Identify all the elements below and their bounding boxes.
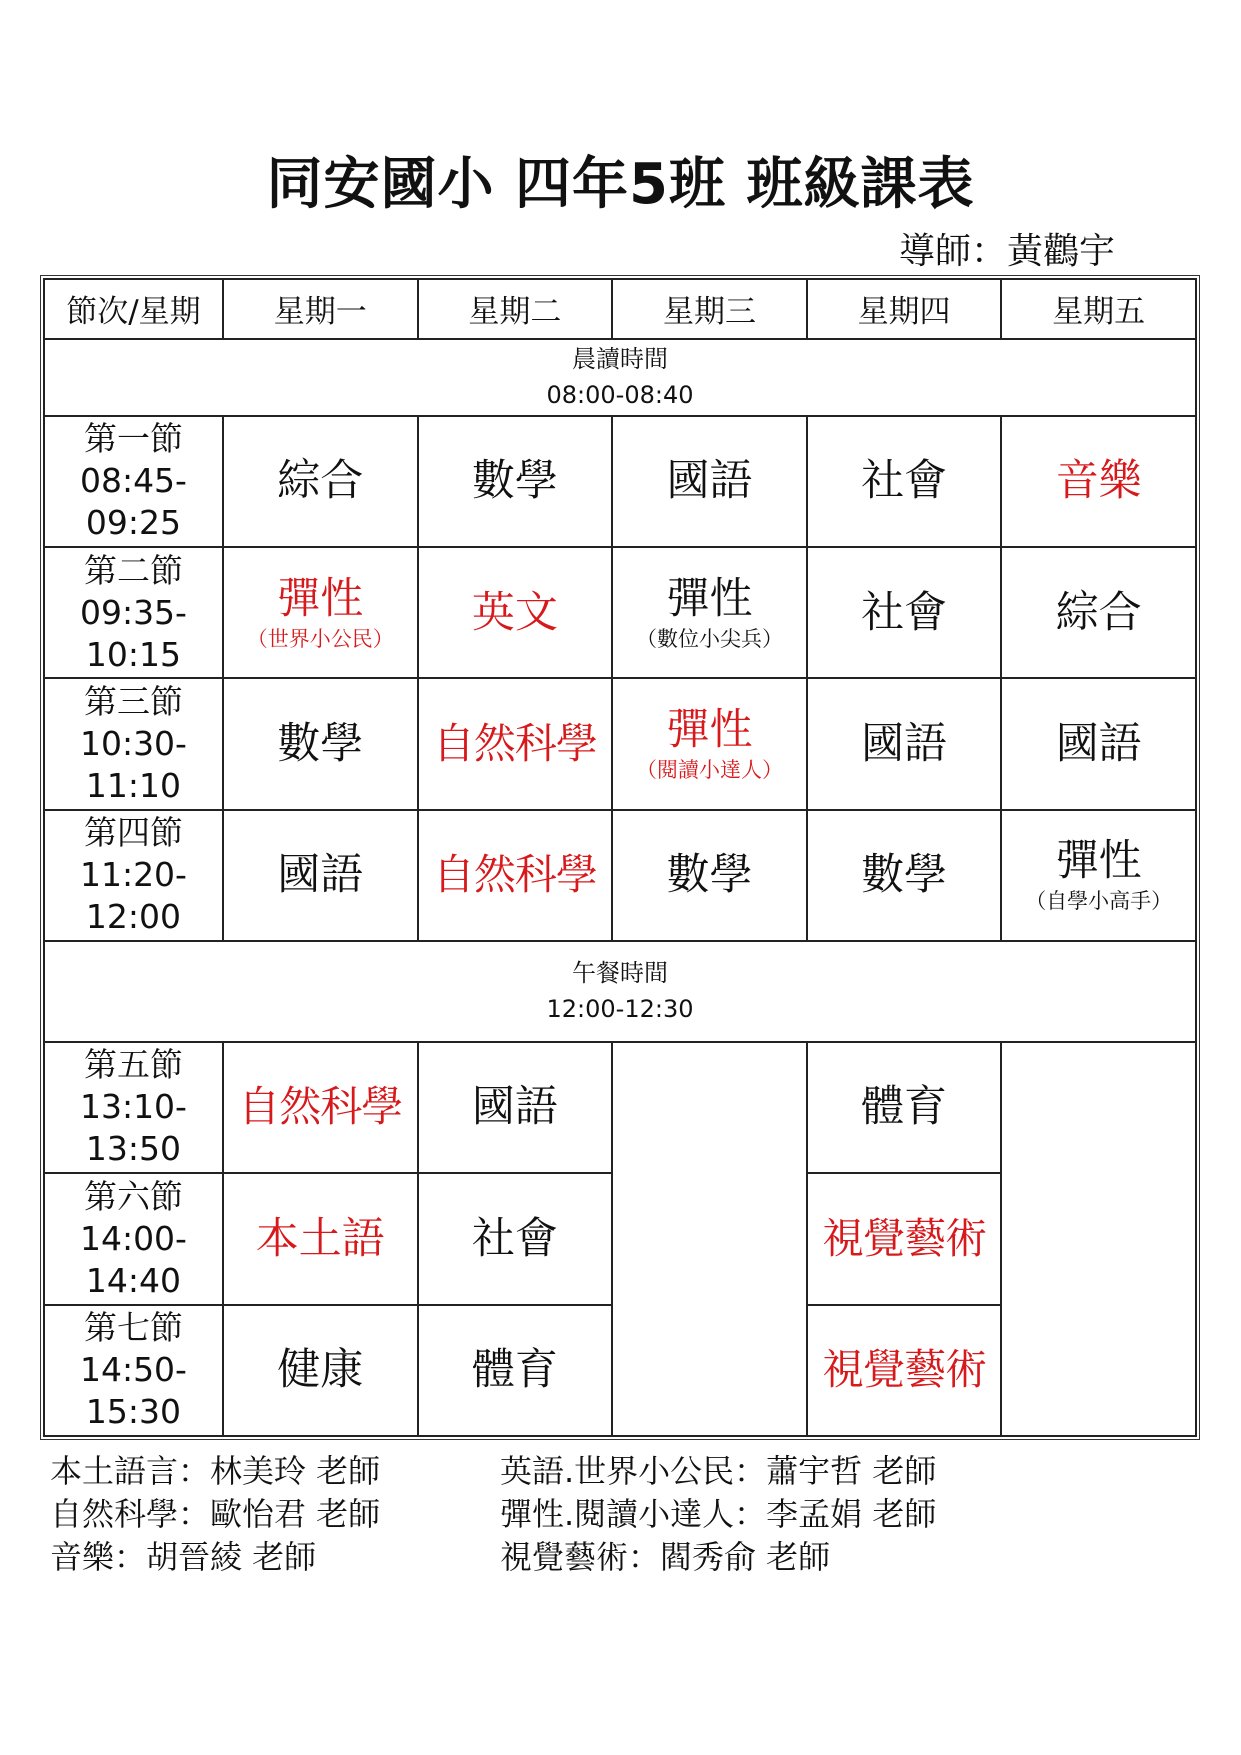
header-row	[44, 279, 1196, 339]
lunch-time: 12:00-12:30	[546, 995, 694, 1024]
subject-cell: 國語	[807, 678, 1002, 809]
empty-cell-friday-afternoon	[1001, 1042, 1196, 1436]
subject-cell: 數學	[612, 810, 807, 941]
subject-cell: 數學	[807, 810, 1002, 941]
period-end: 12:00	[85, 897, 182, 937]
period-start: 13:10-	[79, 1087, 187, 1127]
subject-cell: 本土語	[223, 1173, 418, 1304]
footer-line: 彈性.閱讀小達人：李孟娟 老師	[500, 1495, 937, 1533]
subject-name: 彈性	[666, 573, 753, 624]
subject-cell: 社會	[807, 547, 1002, 678]
subject-cell: 英文	[418, 547, 613, 678]
period-name: 第三節	[83, 682, 183, 722]
subject-cell	[223, 547, 418, 678]
period-cell	[44, 678, 223, 809]
table-row	[44, 678, 1196, 809]
subject-cell: 綜合	[1001, 547, 1196, 678]
subject-cell: 國語	[612, 416, 807, 547]
subject-note: （閱讀小達人）	[635, 758, 783, 783]
header-period: 節次/星期	[44, 279, 223, 339]
subject-cell: 國語	[223, 810, 418, 941]
period-start: 14:50-	[79, 1350, 187, 1390]
table-row	[44, 416, 1196, 547]
period-name: 第二節	[83, 550, 183, 590]
period-name: 第七節	[83, 1308, 183, 1348]
header-wednesday: 星期三	[612, 279, 807, 339]
morning-reading-row	[44, 339, 1196, 416]
header-monday: 星期一	[223, 279, 418, 339]
subject-cell: 自然科學	[418, 678, 613, 809]
header-tuesday: 星期二	[418, 279, 613, 339]
period-name: 第六節	[83, 1176, 183, 1216]
subject-name: 彈性	[1055, 836, 1142, 887]
morning-reading-time: 08:00-08:40	[546, 381, 694, 410]
subject-cell: 數學	[418, 416, 613, 547]
subject-cell: 視覺藝術	[807, 1173, 1002, 1304]
empty-cell-wednesday-afternoon	[612, 1042, 807, 1436]
lunch-row	[44, 941, 1196, 1042]
subject-cell: 自然科學	[223, 1042, 418, 1173]
subject-cell: 體育	[807, 1042, 1002, 1173]
footer-line: 自然科學：歐怡君 老師	[50, 1495, 381, 1533]
period-start: 08:45-	[79, 461, 187, 501]
subject-cell: 國語	[1001, 678, 1196, 809]
period-end: 14:40	[85, 1260, 182, 1300]
subject-cell: 健康	[223, 1305, 418, 1436]
period-cell	[44, 1042, 223, 1173]
period-end: 09:25	[85, 503, 182, 543]
footer-line: 視覺藝術：閻秀俞 老師	[500, 1538, 831, 1576]
footer-line: 本土語言：林美玲 老師	[50, 1452, 381, 1490]
class-schedule-table	[43, 278, 1197, 1437]
header-thursday: 星期四	[807, 279, 1002, 339]
subject-cell: 國語	[418, 1042, 613, 1173]
period-name: 第五節	[83, 1045, 183, 1085]
subject-cell: 社會	[807, 416, 1002, 547]
page-title: 同安國小 四年5班 班級課表	[266, 152, 975, 217]
subject-cell	[612, 547, 807, 678]
period-name: 第一節	[83, 419, 183, 459]
period-cell	[44, 547, 223, 678]
footer-line: 英語.世界小公民：蕭宇哲 老師	[500, 1452, 937, 1490]
subject-cell: 綜合	[223, 416, 418, 547]
subject-name: 彈性	[666, 705, 753, 756]
period-cell	[44, 810, 223, 941]
table-row	[44, 547, 1196, 678]
subject-note: （數位小尖兵）	[635, 626, 783, 651]
subject-cell	[612, 678, 807, 809]
subject-cell	[1001, 810, 1196, 941]
header-friday: 星期五	[1001, 279, 1196, 339]
period-start: 09:35-	[79, 592, 187, 632]
subject-cell: 社會	[418, 1173, 613, 1304]
footer-line: 音樂：胡晉綾 老師	[50, 1538, 317, 1576]
period-start: 14:00-	[79, 1218, 187, 1258]
period-end: 11:10	[85, 766, 182, 806]
footer-teachers-right	[500, 1450, 936, 1579]
period-start: 10:30-	[79, 724, 187, 764]
morning-reading-label: 晨讀時間	[572, 345, 668, 374]
period-cell	[44, 1173, 223, 1304]
period-end: 10:15	[85, 634, 182, 674]
period-end: 13:50	[85, 1129, 182, 1169]
period-end: 15:30	[85, 1392, 182, 1432]
lunch-label: 午餐時間	[572, 959, 668, 988]
period-cell	[44, 1305, 223, 1436]
subject-cell: 視覺藝術	[807, 1305, 1002, 1436]
lunch-banner	[44, 941, 1196, 1042]
subject-cell: 體育	[418, 1305, 613, 1436]
period-name: 第四節	[83, 813, 183, 853]
period-start: 11:20-	[79, 855, 187, 895]
subject-cell: 音樂	[1001, 416, 1196, 547]
table-row	[44, 1042, 1196, 1173]
table-row	[44, 810, 1196, 941]
homeroom-teacher: 導師：黃鸛宇	[898, 231, 1115, 272]
subject-cell: 數學	[223, 678, 418, 809]
subject-note: （世界小公民）	[246, 626, 394, 651]
subject-name: 彈性	[277, 573, 364, 624]
subject-cell: 自然科學	[418, 810, 613, 941]
footer-teachers-left	[50, 1450, 380, 1579]
morning-reading-banner	[44, 339, 1196, 416]
period-cell	[44, 416, 223, 547]
subject-note: （自學小高手）	[1025, 889, 1173, 914]
